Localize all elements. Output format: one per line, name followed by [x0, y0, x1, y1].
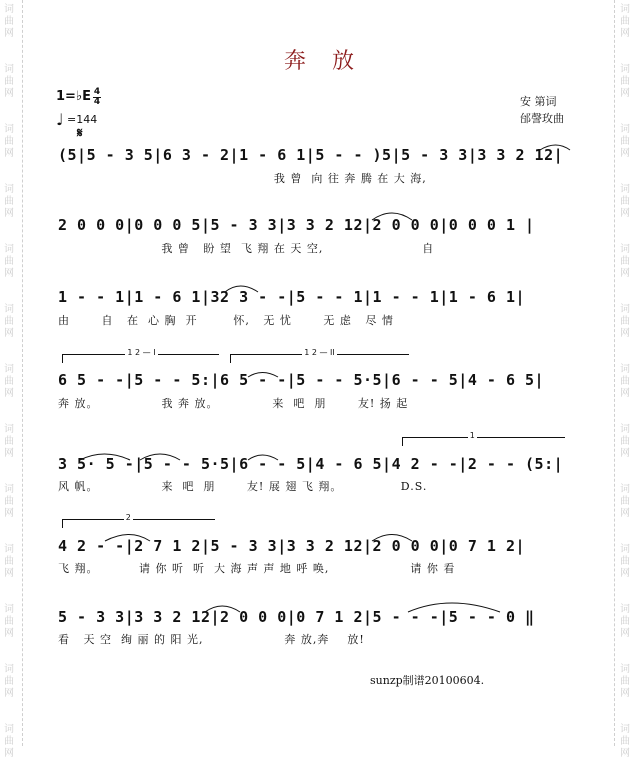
tie-arc: [248, 373, 278, 378]
song-title: 奔放: [283, 49, 380, 74]
watermark-text: 词 曲 网: [4, 244, 14, 279]
tempo-value: =144: [67, 113, 98, 126]
tie-arc: [80, 454, 130, 460]
segno-sign: 𝄋: [77, 126, 83, 141]
volta-bracket-1: 1 2 — I: [62, 354, 219, 363]
lyrics-line-6: 飞 翔。 请 你 听 听 大 海 声 声 地 呼 唤, 请 你 看: [58, 562, 456, 575]
watermark-text: 词 曲 网: [4, 724, 14, 759]
lyrics-line-4: 奔 放。 我 奔 放。 来 吧 朋 友! 扬 起: [58, 397, 409, 410]
watermark-text: 词 曲 网: [620, 124, 630, 159]
watermark-text: 词 曲 网: [4, 604, 14, 639]
notation-line-7: 5 - 3 3|3 3 2 12|2 0 0 0|0 7 1 2|5 - - -|5 - - 0 ‖: [58, 608, 535, 626]
lyricist-credit: 安 第词: [520, 95, 557, 108]
watermark-text: 词 曲 网: [620, 304, 630, 339]
watermark-text: 词 曲 网: [620, 364, 630, 399]
watermark-text: 词 曲 网: [4, 64, 14, 99]
tie-arc: [372, 535, 412, 542]
notation-line-2: 2 0 0 0|0 0 0 5|5 - 3 3|3 3 2 12|2 0 0 0|0 0 0 1 |: [58, 216, 535, 234]
notation-line-5: 3 5· 5 -|5 - - 5·5|6 - - 5|4 - 6 5|4 2 - -|2 - - (5:|: [58, 455, 564, 473]
watermark-text: 词 曲 网: [4, 424, 14, 459]
notation-line-3: 1 - - 1|1 - 6 1|32 3 - -|5 - - 1|1 - - 1|1 - 6 1|: [58, 288, 526, 306]
lyrics-line-5: 风 帆。 来 吧 朋 友! 展 翅 飞 翔。 D.S.: [58, 480, 428, 493]
lyrics-line-3: 由 自 在 心 胸 开 怀, 无 忧 无 虑 尽 情: [58, 314, 394, 327]
notation-line-6: 4 2 - -|2 7 1 2|5 - 3 3|3 3 2 12|2 0 0 0|0 7 1 2|: [58, 537, 526, 555]
watermark-text: 词 曲 网: [4, 484, 14, 519]
volta-bracket-3: 1: [402, 437, 565, 446]
watermark-text: 词 曲 网: [620, 724, 630, 759]
key-signature: 1=♭E: [56, 89, 91, 104]
watermark-text: 词 曲 网: [4, 364, 14, 399]
watermark-text: 词 曲 网: [4, 4, 14, 39]
watermark-text: 词 曲 网: [4, 664, 14, 699]
watermark-text: 词 曲 网: [620, 604, 630, 639]
tie-arc: [540, 145, 570, 150]
time-signature-top: 4: [93, 87, 101, 97]
composer-credit: 邰謦玫曲: [520, 112, 564, 125]
watermark-text: 词 曲 网: [620, 544, 630, 579]
tie-arc: [140, 454, 180, 460]
quarter-note-icon: ♩: [56, 110, 64, 129]
time-signature-bottom: 4: [93, 97, 101, 107]
notation-line-1: (5|5 - 3 5|6 3 - 2|1 - 6 1|5 - - )5|5 - 3 3|3 3 2 12|: [58, 146, 564, 164]
transcriber-credit: sunzp制谱20100604.: [370, 674, 485, 687]
watermark-text: 词 曲 网: [4, 124, 14, 159]
watermark-text: 词 曲 网: [620, 484, 630, 519]
tie-arc: [248, 455, 278, 460]
watermark-text: 词 曲 网: [4, 544, 14, 579]
lyrics-line-2: 我 曾 盼 望 飞 翔 在 天 空, 自: [58, 242, 435, 255]
tie-arc: [408, 603, 500, 612]
watermark-text: 词 曲 网: [620, 664, 630, 699]
tie-arc: [225, 286, 258, 292]
watermark-text: 词 曲 网: [4, 304, 14, 339]
tie-arc: [205, 606, 240, 612]
watermark-text: 词 曲 网: [620, 184, 630, 219]
watermark-text: 词 曲 网: [620, 4, 630, 39]
watermark-text: 词 曲 网: [620, 424, 630, 459]
watermark-text: 词 曲 网: [620, 244, 630, 279]
volta-bracket-4: 2: [62, 519, 215, 528]
tie-arc: [105, 535, 150, 542]
notation-line-4: 6 5 - -|5 - - 5:|6 5 - -|5 - - 5·5|6 - - 5|4 - 6 5|: [58, 371, 545, 389]
tie-arc: [372, 213, 412, 220]
watermark-text: 词 曲 网: [620, 64, 630, 99]
volta-bracket-2: 1 2 — II: [230, 354, 409, 363]
lyrics-line-7: 看 天 空 绚 丽 的 阳 光, 奔 放,奔 放!: [58, 633, 365, 646]
lyrics-line-1: 我 曾 向 往 奔 腾 在 大 海,: [58, 172, 427, 185]
watermark-text: 词 曲 网: [4, 184, 14, 219]
